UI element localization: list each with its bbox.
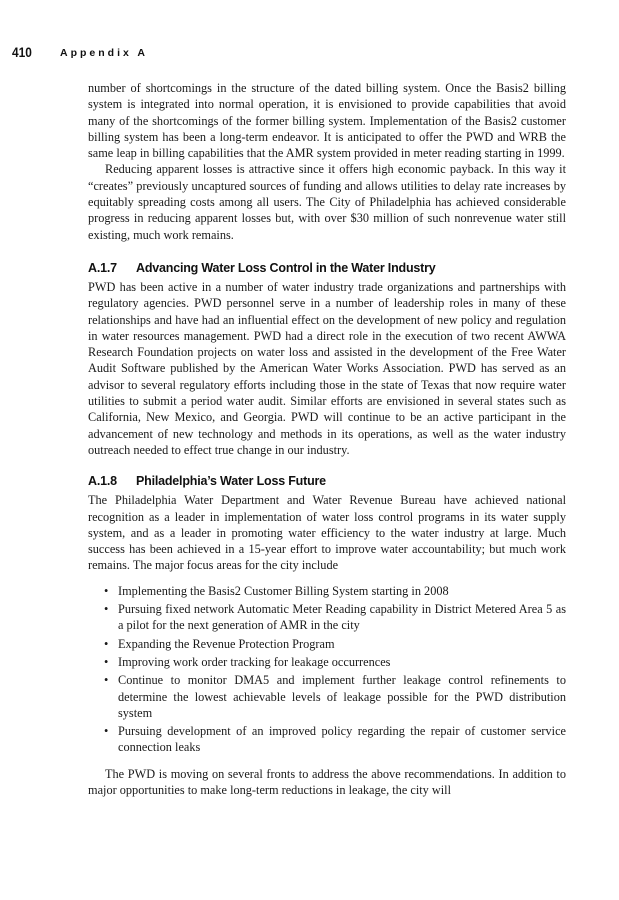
running-head [12,44,148,64]
closing-paragraph: The PWD is moving on several fronts to address the above recommendations. In addition to major opportunities to make long-term reductions in leakage, the city will [88,766,566,797]
section-title: Philadelphia’s Water Loss Future [136,474,326,489]
bullet-icon: • [104,583,109,598]
section-a17-paragraph: PWD has been active in a number of water industry trade organizations and partnerships with regulatory agencies. PWD personnel serve in a number of leadership roles in many of these relationships and have had an influential effect on the development of new policy and regulation in water resources management. PWD had a direct role in the execution of two recent AWWA Research Foundation projects on water loss and assisted in the development of the Free Water Audit Software published by the American Water Works Association. PWD has served as an advisor to several regulatory efforts including those in the state of Texas that now require water utilities to submit a period water audit. Similar efforts are envisioned in several states such as California, New Mexico, and Georgia. PWD will continue to be an active participant in the advancement of new technology and methods in its operations, as well as the water industry outreach needed to effect true change in our industry. [88,279,566,457]
list-item: • Expanding the Revenue Protection Program [104,636,335,651]
section-heading-a17 [88,260,566,276]
body-text [88,80,566,798]
bullet-icon: • [104,654,109,669]
list-item: • Implementing the Basis2 Customer Billing System starting in 2008 [104,583,449,598]
section-a18-paragraph: The Philadelphia Water Department and Water Revenue Bureau have achieved national recognition as a leader in implementation of water loss control programs in its water supply system, and as a leader in promoting water efficiency to the water industry at large. Much success has been achieved in a 15-year effort to improve water accountability; but much work remains. The major focus areas for the city include [88,493,566,573]
list-item: • Pursuing development of an improved policy regarding the repair of customer service connection leaks [104,724,566,755]
intro-paragraph-2: Reducing apparent losses is attractive since it offers high economic payback. In this way it “creates” previously uncaptured sources of funding and allows utilities to delay rate increases by equitably spreading costs among all users. The City of Philadelphia has achieved considerable progress in reducing apparent losses but, with over $30 million of such nonrevenue water still existing, much work remains. [88,162,566,242]
bullet-icon: • [104,673,109,688]
section-title: Advancing Water Loss Control in the Water Industry [136,260,436,275]
running-title: Appendix A [60,47,148,59]
list-item: • Continue to monitor DMA5 and implement further leakage control refinements to determine the lowest achievable levels of leakage possible for the PWD distribution system [104,673,566,720]
section-number: A.1.8 [88,474,117,489]
section-number: A.1.7 [88,260,117,275]
section-heading-a18 [88,473,566,489]
bullet-icon: • [104,636,109,651]
page-number: 410 [12,44,32,60]
list-item: • Pursuing fixed network Automatic Meter Reading capability in District Metered Area 5 as a pilot for the next generation of AMR in the city [104,602,566,633]
list-item: • Improving work order tracking for leakage occurrences [104,654,391,669]
intro-paragraph-1: number of shortcomings in the structure of the dated billing system. Once the Basis2 billing system is integrated into normal operation, it is envisioned to provide capabilities that avoid many of the shortcomings of the former billing system. Implementation of the Basis2 customer billing system has been a long-term endeavor. It is anticipated to offer the PWD and WRB the same leap in billing capabilities that the AMR system provided in meter reading starting in 1999. [88,81,566,161]
focus-areas-list [88,583,566,756]
bullet-icon: • [104,724,109,739]
bullet-icon: • [104,602,109,617]
